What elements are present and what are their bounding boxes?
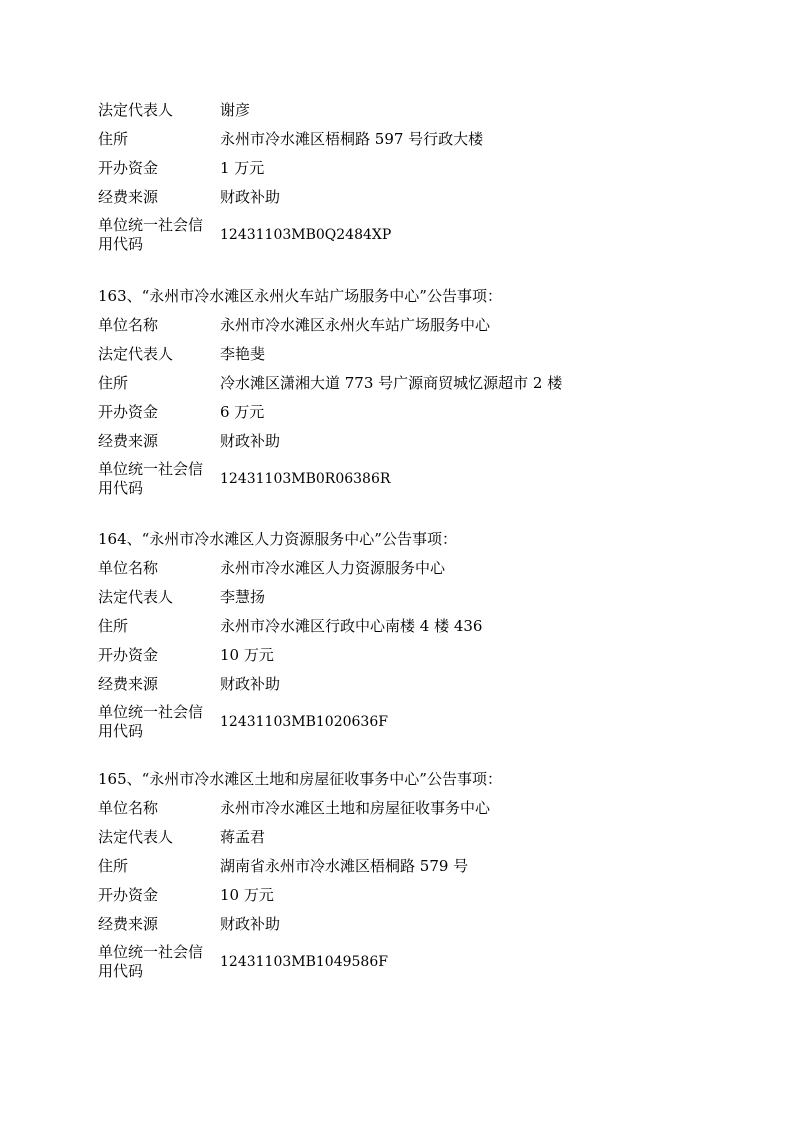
- row-credit-code: [98, 456, 718, 502]
- field-label: 单位统一社会信用代码: [98, 703, 204, 740]
- row-credit-code: [98, 699, 718, 745]
- field-label: 经费来源: [98, 915, 159, 933]
- field-label: 单位名称: [98, 559, 159, 577]
- row-address: [98, 369, 718, 398]
- row-legal-representative: [98, 583, 718, 612]
- entry-165: [98, 765, 718, 985]
- row-funding: [98, 641, 718, 670]
- row-address: [98, 852, 718, 881]
- row-legal-representative: [98, 340, 718, 369]
- field-label: 经费来源: [98, 432, 159, 450]
- row-address: [98, 125, 718, 154]
- row-funding: [98, 881, 718, 910]
- field-label: 单位统一社会信用代码: [98, 943, 204, 980]
- row-funding-source: [98, 910, 718, 939]
- entry-164: [98, 525, 718, 745]
- field-label: 开办资金: [98, 886, 159, 904]
- row-legal-representative: [98, 96, 718, 125]
- field-value: 12431103MB1049586F: [220, 953, 388, 970]
- field-value: 永州市冷水滩区人力资源服务中心: [220, 559, 446, 577]
- row-funding-source: [98, 670, 718, 699]
- field-value: 10 万元: [220, 886, 274, 904]
- field-value: 12431103MB1020636F: [220, 713, 388, 730]
- field-value: 永州市冷水滩区永州火车站广场服务中心: [220, 316, 491, 334]
- field-label: 单位名称: [98, 799, 159, 817]
- field-value: 12431103MB0R06386R: [220, 470, 391, 487]
- field-value: 12431103MB0Q2484XP: [220, 226, 392, 243]
- field-label: 法定代表人: [98, 101, 174, 119]
- field-value: 冷水滩区潇湘大道 773 号广源商贸城忆源超市 2 楼: [220, 374, 563, 392]
- field-value: 湖南省永州市冷水滩区梧桐路 579 号: [220, 857, 469, 875]
- field-label: 单位统一社会信用代码: [98, 460, 204, 497]
- row-credit-code: [98, 212, 718, 258]
- field-value: 谢彦: [220, 101, 251, 119]
- row-funding-source: [98, 427, 718, 456]
- entry-heading: 165、“永州市冷水滩区土地和房屋征收事务中心”公告事项：: [98, 770, 502, 788]
- field-label: 法定代表人: [98, 588, 174, 606]
- field-label: 法定代表人: [98, 345, 174, 363]
- field-value: 蒋孟君: [220, 828, 266, 846]
- field-label: 经费来源: [98, 188, 159, 206]
- field-value: 1 万元: [220, 159, 265, 177]
- entry-163: [98, 282, 718, 502]
- row-address: [98, 612, 718, 641]
- field-value: 永州市冷水滩区梧桐路 597 号行政大楼: [220, 130, 484, 148]
- field-label: 经费来源: [98, 675, 159, 693]
- entry-162-continued: [98, 96, 718, 258]
- field-value: 财政补助: [220, 188, 281, 206]
- field-value: 财政补助: [220, 675, 281, 693]
- field-value: 6 万元: [220, 403, 265, 421]
- field-label: 开办资金: [98, 403, 159, 421]
- field-label: 住所: [98, 857, 129, 875]
- entry-heading: 163、“永州市冷水滩区永州火车站广场服务中心”公告事项：: [98, 287, 502, 305]
- row-funding-source: [98, 183, 718, 212]
- field-value: 李慧扬: [220, 588, 266, 606]
- field-value: 永州市冷水滩区行政中心南楼 4 楼 436: [220, 617, 483, 635]
- field-label: 单位名称: [98, 316, 159, 334]
- field-label: 单位统一社会信用代码: [98, 216, 204, 253]
- row-funding: [98, 154, 718, 183]
- field-value: 10 万元: [220, 646, 274, 664]
- row-unit-name: [98, 311, 718, 340]
- field-label: 住所: [98, 130, 129, 148]
- field-label: 开办资金: [98, 646, 159, 664]
- field-value: 李艳斐: [220, 345, 266, 363]
- field-value: 永州市冷水滩区土地和房屋征收事务中心: [220, 799, 491, 817]
- field-label: 法定代表人: [98, 828, 174, 846]
- field-label: 开办资金: [98, 159, 159, 177]
- row-legal-representative: [98, 823, 718, 852]
- row-credit-code: [98, 939, 718, 985]
- row-unit-name: [98, 554, 718, 583]
- field-label: 住所: [98, 374, 129, 392]
- field-label: 住所: [98, 617, 129, 635]
- field-value: 财政补助: [220, 915, 281, 933]
- entry-heading: 164、“永州市冷水滩区人力资源服务中心”公告事项：: [98, 530, 457, 548]
- field-value: 财政补助: [220, 432, 281, 450]
- row-funding: [98, 398, 718, 427]
- row-unit-name: [98, 794, 718, 823]
